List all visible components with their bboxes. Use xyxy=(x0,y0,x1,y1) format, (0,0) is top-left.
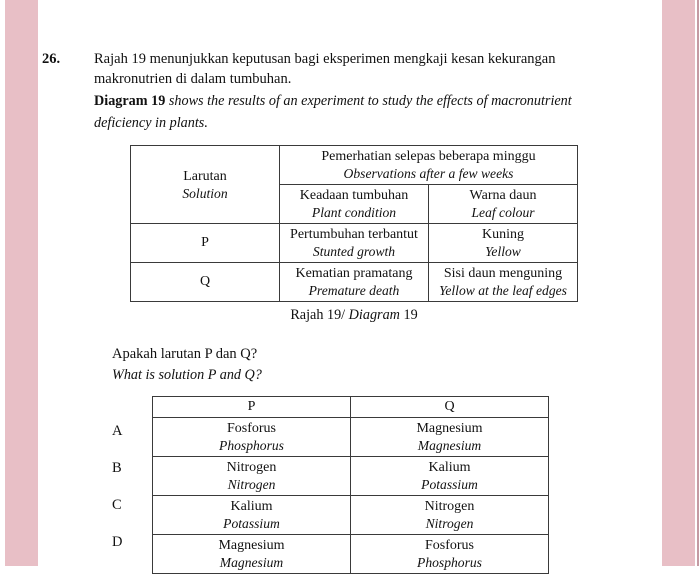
cell-plant-condition-q xyxy=(280,263,429,302)
header-cell-observations xyxy=(280,146,578,185)
subheader-leaf-colour-en: Leaf colour xyxy=(471,205,535,220)
answer-d-p-ms: Magnesium xyxy=(218,538,285,553)
answer-b-q-en: Potassium xyxy=(421,477,478,492)
answer-d-p-en: Magnesium xyxy=(219,555,284,570)
answer-c-p-ms: Kalium xyxy=(230,499,273,514)
observation-table xyxy=(130,145,578,302)
table-row xyxy=(131,224,578,263)
option-letter-column xyxy=(112,413,142,561)
header-solution-ms: Larutan xyxy=(183,168,227,184)
option-letter-a[interactable]: A xyxy=(112,423,123,439)
answer-option-d[interactable] xyxy=(153,535,549,574)
answer-d-q xyxy=(351,535,549,574)
subheader-leaf-colour-ms: Warna daun xyxy=(469,188,537,203)
answer-a-p-ms: Fosforus xyxy=(226,421,276,436)
diagram-caption-en: Diagram xyxy=(348,307,400,323)
header-cell-solution xyxy=(131,146,280,224)
cell-leaf-colour-q-ms: Sisi daun menguning xyxy=(443,266,563,281)
answer-a-p xyxy=(153,418,351,457)
cell-leaf-colour-q-en: Yellow at the leaf edges xyxy=(439,283,567,298)
answer-b-p xyxy=(153,457,351,496)
answers-header-row xyxy=(153,397,549,418)
answer-b-p-ms: Nitrogen xyxy=(226,460,277,475)
question-stem-en-line2: deficiency in plants. xyxy=(94,115,208,131)
answer-d-q-en: Phosphorus xyxy=(417,555,482,570)
leadin-ms: Apakah larutan P dan Q? xyxy=(112,346,258,362)
answer-c-q xyxy=(351,496,549,535)
subheader-cell-plant-condition xyxy=(280,185,429,224)
answer-d-p xyxy=(153,535,351,574)
cell-plant-condition-p-ms: Pertumbuhan terbantut xyxy=(290,227,418,242)
cell-leaf-colour-q xyxy=(429,263,578,302)
answer-c-p-en: Potassium xyxy=(223,516,280,531)
cell-plant-condition-p-en: Stunted growth xyxy=(312,244,396,259)
leadin-en: What is solution P and Q? xyxy=(112,367,262,383)
answer-c-p xyxy=(153,496,351,535)
answer-c-q-ms: Nitrogen xyxy=(424,499,475,514)
answer-b-q-ms: Kalium xyxy=(428,460,471,475)
cell-leaf-colour-p-en: Yellow xyxy=(485,244,521,259)
page-right-margin-band xyxy=(662,0,695,566)
subheader-cell-leaf-colour xyxy=(429,185,578,224)
question-stem-en-rest: shows the results of an experiment to study the effects of macronutrient xyxy=(165,93,572,109)
page-right-edge-rule xyxy=(697,0,699,566)
answers-header-p: P xyxy=(153,397,351,418)
question-stem-ms-line2: makronutrien di dalam tumbuhan. xyxy=(94,70,292,87)
diagram-caption-number: 19 xyxy=(399,307,418,323)
answer-option-b[interactable] xyxy=(153,457,549,496)
subheader-plant-condition-en: Plant condition xyxy=(311,205,397,220)
answer-a-p-en: Phosphorus xyxy=(219,438,284,453)
answers-header-q: Q xyxy=(351,397,549,418)
header-observations-en: Observations after a few weeks xyxy=(343,166,514,181)
table-row xyxy=(131,263,578,302)
diagram-caption xyxy=(130,307,578,324)
question-text xyxy=(94,50,572,133)
option-letter-d[interactable]: D xyxy=(112,534,123,550)
answer-c-q-en: Nitrogen xyxy=(425,516,474,531)
cell-solution-q: Q xyxy=(131,263,280,302)
question-stem-en-line1 xyxy=(94,92,572,111)
diagram-reference-label: Diagram 19 xyxy=(94,93,166,109)
answer-a-q xyxy=(351,418,549,457)
header-solution-en: Solution xyxy=(182,185,228,201)
diagram-caption-ms: Rajah 19/ xyxy=(290,307,349,323)
question-block xyxy=(42,50,572,133)
answer-b-p-en: Nitrogen xyxy=(227,477,276,492)
option-letter-c[interactable]: C xyxy=(112,497,122,513)
cell-plant-condition-q-en: Premature death xyxy=(308,283,400,298)
question-stem-ms-line1: Rajah 19 menunjukkan keputusan bagi eksperimen mengkaji kesan kekurangan xyxy=(94,51,556,67)
cell-leaf-colour-p-ms: Kuning xyxy=(482,227,524,242)
question-number: 26. xyxy=(42,51,61,67)
answer-b-q xyxy=(351,457,549,496)
cell-solution-p: P xyxy=(131,224,280,263)
answer-a-q-en: Magnesium xyxy=(417,438,482,453)
answer-option-a[interactable] xyxy=(153,418,549,457)
cell-leaf-colour-p xyxy=(429,224,578,263)
subheader-plant-condition-ms: Keadaan tumbuhan xyxy=(299,188,409,203)
page-left-margin-band xyxy=(5,0,38,566)
option-letter-b[interactable]: B xyxy=(112,460,122,476)
cell-plant-condition-p xyxy=(280,224,429,263)
answer-d-q-ms: Fosforus xyxy=(424,538,474,553)
cell-plant-condition-q-ms: Kematian pramatang xyxy=(295,266,413,281)
answer-options-table xyxy=(152,396,549,574)
header-observations-ms: Pemerhatian selepas beberapa minggu xyxy=(321,149,536,164)
leadin-question xyxy=(112,345,532,385)
table-header-row xyxy=(131,146,578,185)
answer-a-q-ms: Magnesium xyxy=(416,421,483,436)
answer-option-c[interactable] xyxy=(153,496,549,535)
